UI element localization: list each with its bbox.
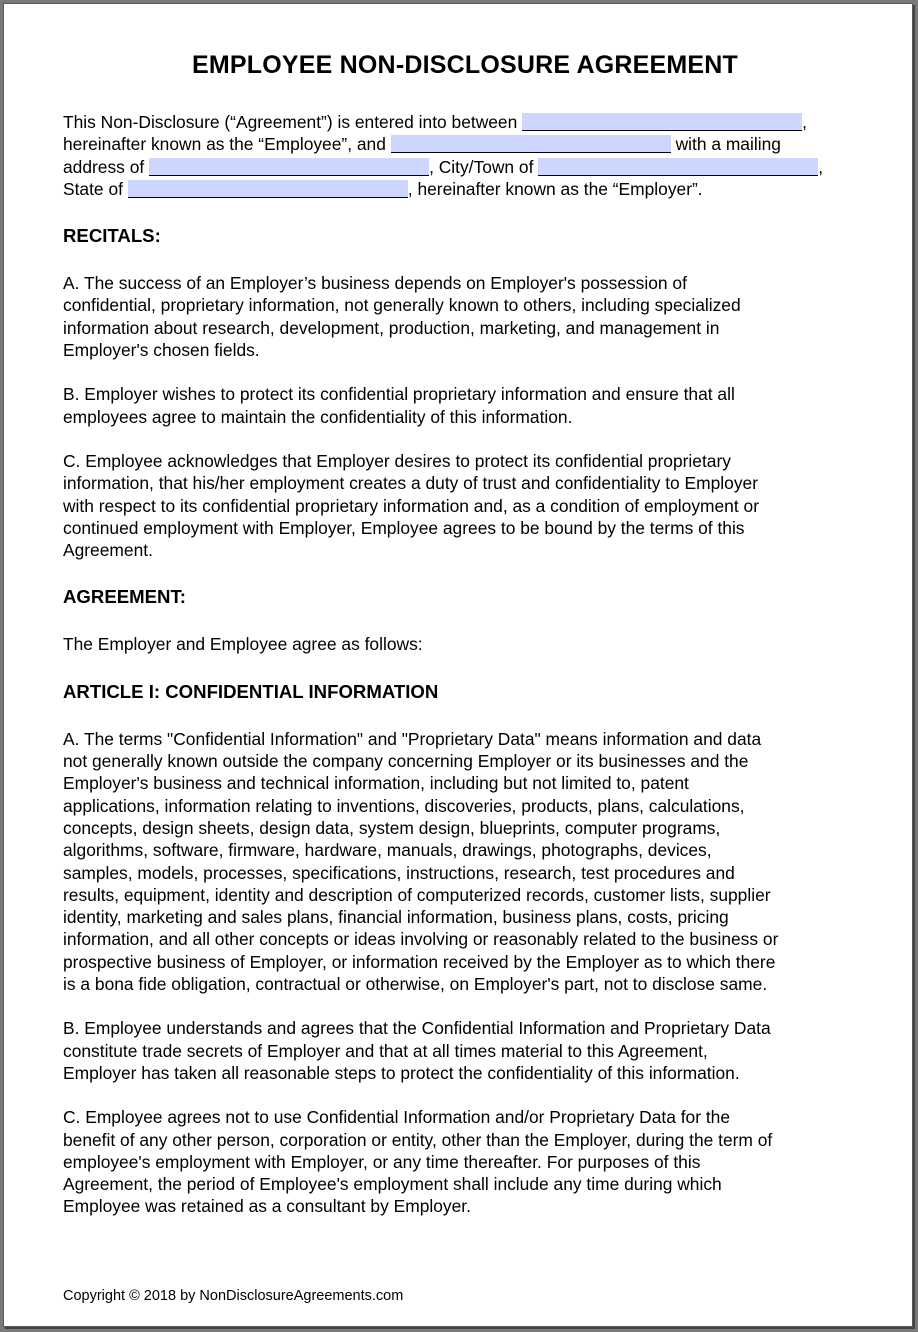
article1-a xyxy=(63,728,873,996)
intro-line-2 xyxy=(63,133,873,155)
agreement-heading: AGREEMENT: xyxy=(63,586,186,608)
article1-c xyxy=(63,1106,873,1217)
text-line: identity, marketing and sales plans, financial information, business plans, costs, pricing xyxy=(63,907,729,928)
text-line: A. The success of an Employer’s business depends on Employer's possession of xyxy=(63,273,687,294)
text-line: A. The terms "Confidential Information" and "Proprietary Data" means information and data xyxy=(63,728,762,749)
text-line: is a bona fide obligation, contractual or otherwise, on Employer's part, not to disclose same. xyxy=(63,974,768,995)
document-title: EMPLOYEE NON-DISCLOSURE AGREEMENT xyxy=(192,51,738,79)
copyright-footer: Copyright © 2018 by NonDisclosureAgreements.com xyxy=(63,1288,404,1304)
text-line: information about research, development, production, marketing, and management in xyxy=(63,317,720,338)
text-line: Employer has taken all reasonable steps to protect the confidentiality of this information. xyxy=(63,1062,740,1083)
text-line: Employer's business and technical information, including but not limited to, patent xyxy=(63,773,689,794)
text-line: information, that his/her employment creates a duty of trust and confidentiality to Employer xyxy=(63,473,759,494)
intro-paragraph xyxy=(63,111,873,200)
mailing-address-field[interactable] xyxy=(149,158,429,176)
intro-text: with a mailing xyxy=(675,134,781,155)
text-line: employees agree to maintain the confidentiality of this information. xyxy=(63,406,573,427)
text-line: information, and all other concepts or ideas involving or reasonably related to the business or xyxy=(63,929,779,950)
employee-name-field[interactable] xyxy=(522,113,802,131)
intro-text: , City/Town of xyxy=(429,156,534,177)
text-line: not generally known outside the company concerning Employer or its businesses and the xyxy=(63,751,749,772)
text-line: Employer's chosen fields. xyxy=(63,340,260,361)
recital-b xyxy=(63,383,873,428)
agreement-text xyxy=(63,633,873,655)
text-line: employee's employment with Employer, or any time thereafter. For purposes of this xyxy=(63,1151,701,1172)
text-line: applications, information relating to inventions, discoveries, products, plans, calculations, xyxy=(63,795,745,816)
intro-text: , hereinafter known as the “Employer”. xyxy=(407,178,703,199)
intro-text: address of xyxy=(63,156,145,177)
text-line: B. Employee understands and agrees that the Confidential Information and Proprietary Data xyxy=(63,1018,771,1039)
text-line: constitute trade secrets of Employer and that at all times material to this Agreement, xyxy=(63,1040,708,1061)
state-field[interactable] xyxy=(128,180,408,198)
text-line: results, equipment, identity and description of computerized records, customer lists, supplier xyxy=(63,884,771,905)
text-line: samples, models, processes, specifications, instructions, research, test procedures and xyxy=(63,862,735,883)
article1-b xyxy=(63,1017,873,1084)
text-line: C. Employee agrees not to use Confidential Information and/or Proprietary Data for the xyxy=(63,1107,731,1128)
intro-text: This Non-Disclosure (“Agreement”) is entered into between xyxy=(63,112,518,132)
document-page xyxy=(3,3,913,1327)
text-line: algorithms, software, firmware, hardware, manuals, drawings, photographs, devices, xyxy=(63,840,712,861)
intro-line-3 xyxy=(63,156,873,178)
employer-name-field[interactable] xyxy=(391,135,671,153)
intro-line-1 xyxy=(63,111,873,133)
article1-heading: ARTICLE I: CONFIDENTIAL INFORMATION xyxy=(63,680,439,702)
text-line: Agreement, the period of Employee's employment shall include any time during which xyxy=(63,1174,722,1195)
text-line: with respect to its confidential proprietary information and, as a condition of employment or xyxy=(63,495,759,516)
text-line: prospective business of Employer, or information received by the Employer as to which there xyxy=(63,951,776,972)
recitals-heading: RECITALS: xyxy=(63,225,161,247)
text-line: continued employment with Employer, Employee agrees to be bound by the terms of this xyxy=(63,517,745,538)
text-line: B. Employer wishes to protect its confidential proprietary information and ensure that all xyxy=(63,384,735,405)
document-body xyxy=(63,111,873,1218)
text-line: confidential, proprietary information, not generally known to others, including specialized xyxy=(63,295,741,316)
intro-text: State of xyxy=(63,178,123,199)
text-line: benefit of any other person, corporation or entity, other than the Employer, during the term of xyxy=(63,1129,773,1150)
intro-text: , xyxy=(802,112,807,132)
text-line: concepts, design sheets, design data, system design, blueprints, computer programs, xyxy=(63,817,721,838)
text-line: Agreement. xyxy=(63,540,153,561)
intro-text: , xyxy=(818,156,824,177)
city-town-field[interactable] xyxy=(538,158,818,176)
text-line: The Employer and Employee agree as follows: xyxy=(63,634,423,655)
text-line: Employee was retained as a consultant by Employer. xyxy=(63,1196,471,1217)
intro-line-4 xyxy=(63,178,873,200)
recital-a xyxy=(63,272,873,361)
recital-c xyxy=(63,450,873,561)
intro-text: hereinafter known as the “Employee”, and xyxy=(63,134,386,155)
text-line: C. Employee acknowledges that Employer desires to protect its confidential proprietary xyxy=(63,450,731,471)
